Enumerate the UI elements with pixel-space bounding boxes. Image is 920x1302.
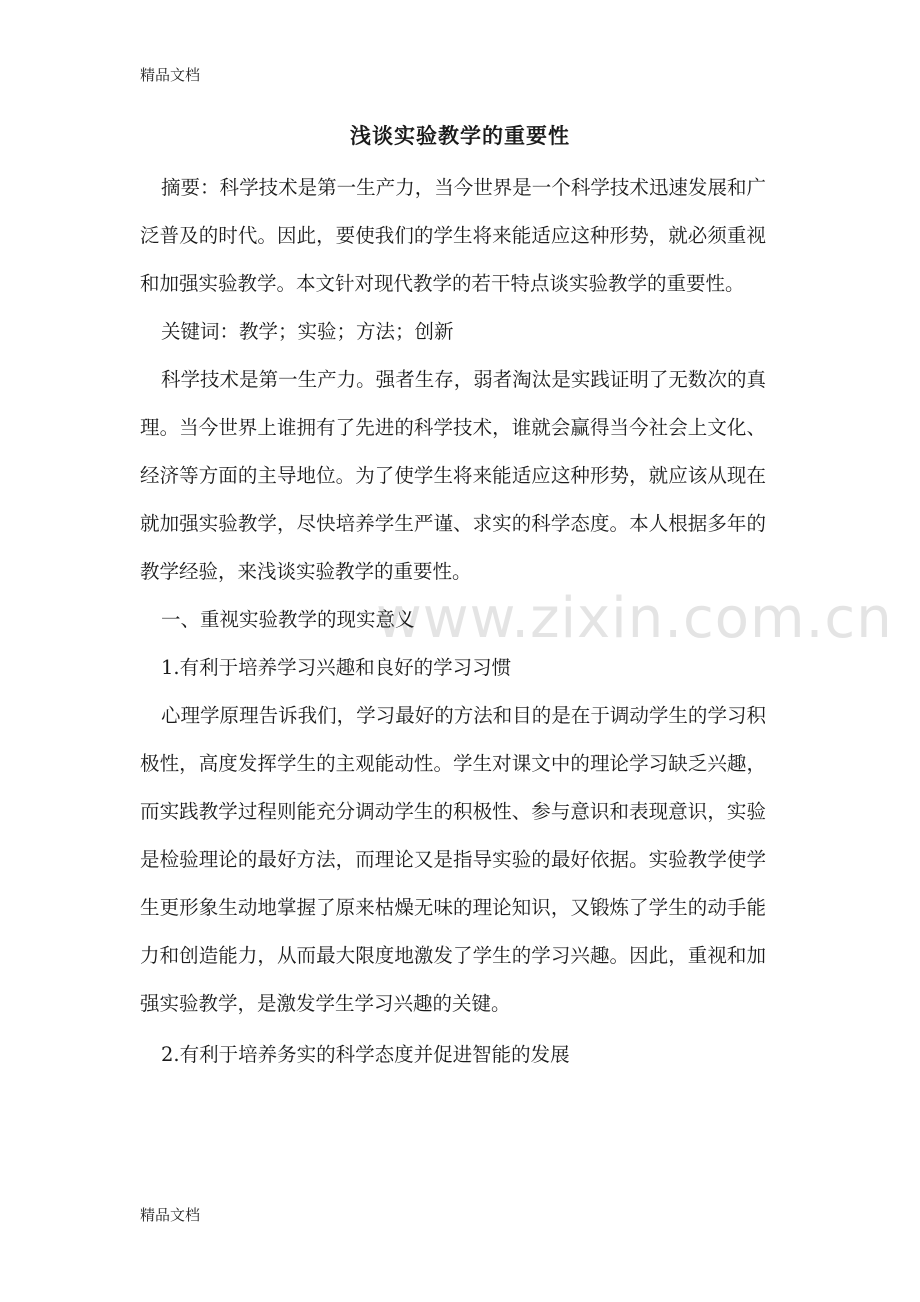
body-paragraph: 心理学原理告诉我们，学习最好的方法和目的是在于调动学生的学习积极性，高度发挥学生的主观能动性。学生对课文中的理论学习缺乏兴趣，而实践教学过程则能充分调动学生的积极性、参与意识和表现意识，实验是检验理论的最好方法，而理论又是指导实验的最好依据。实验教学使学生更形象生动地掌握了原来枯燥无味的理论知识，又锻炼了学生的动手能力和创造能力，从而最大限度地激发了学生的学习兴趣。因此，重视和加强实验教学，是激发学生学习兴趣的关键。 bbox=[140, 704, 766, 1015]
document-title: 浅谈实验教学的重要性 bbox=[350, 123, 570, 148]
section-heading-1: 一、重视实验教学的现实意义 bbox=[161, 608, 415, 631]
keywords-paragraph: 关键词：教学；实验；方法；创新 bbox=[161, 320, 454, 343]
abstract-paragraph: 摘要：科学技术是第一生产力，当今世界是一个科学技术迅速发展和广泛普及的时代。因此，要使我们的学生将来能适应这种形势，就必须重视和加强实验教学。本文针对现代教学的若干特点谈实验教学的重要性。 bbox=[140, 176, 766, 295]
subsection-heading-2: 2.有利于培养务实的科学态度并促进智能的发展 bbox=[161, 1043, 570, 1066]
document-body bbox=[140, 164, 766, 1079]
page-header-label: 精品文档 bbox=[140, 66, 201, 84]
watermark: www.zixin.com.cn bbox=[376, 586, 893, 651]
page-footer-label: 精品文档 bbox=[140, 1206, 201, 1224]
intro-paragraph: 科学技术是第一生产力。强者生存，弱者淘汰是实践证明了无数次的真理。当今世界上谁拥有了先进的科学技术，谁就会赢得当今社会上文化、经济等方面的主导地位。为了使学生将来能适应这种形势，就应该从现在就加强实验教学，尽快培养学生严谨、求实的科学态度。本人根据多年的教学经验，来浅谈实验教学的重要性。 bbox=[140, 368, 766, 583]
subsection-heading-1: 1.有利于培养学习兴趣和良好的学习习惯 bbox=[161, 656, 512, 679]
